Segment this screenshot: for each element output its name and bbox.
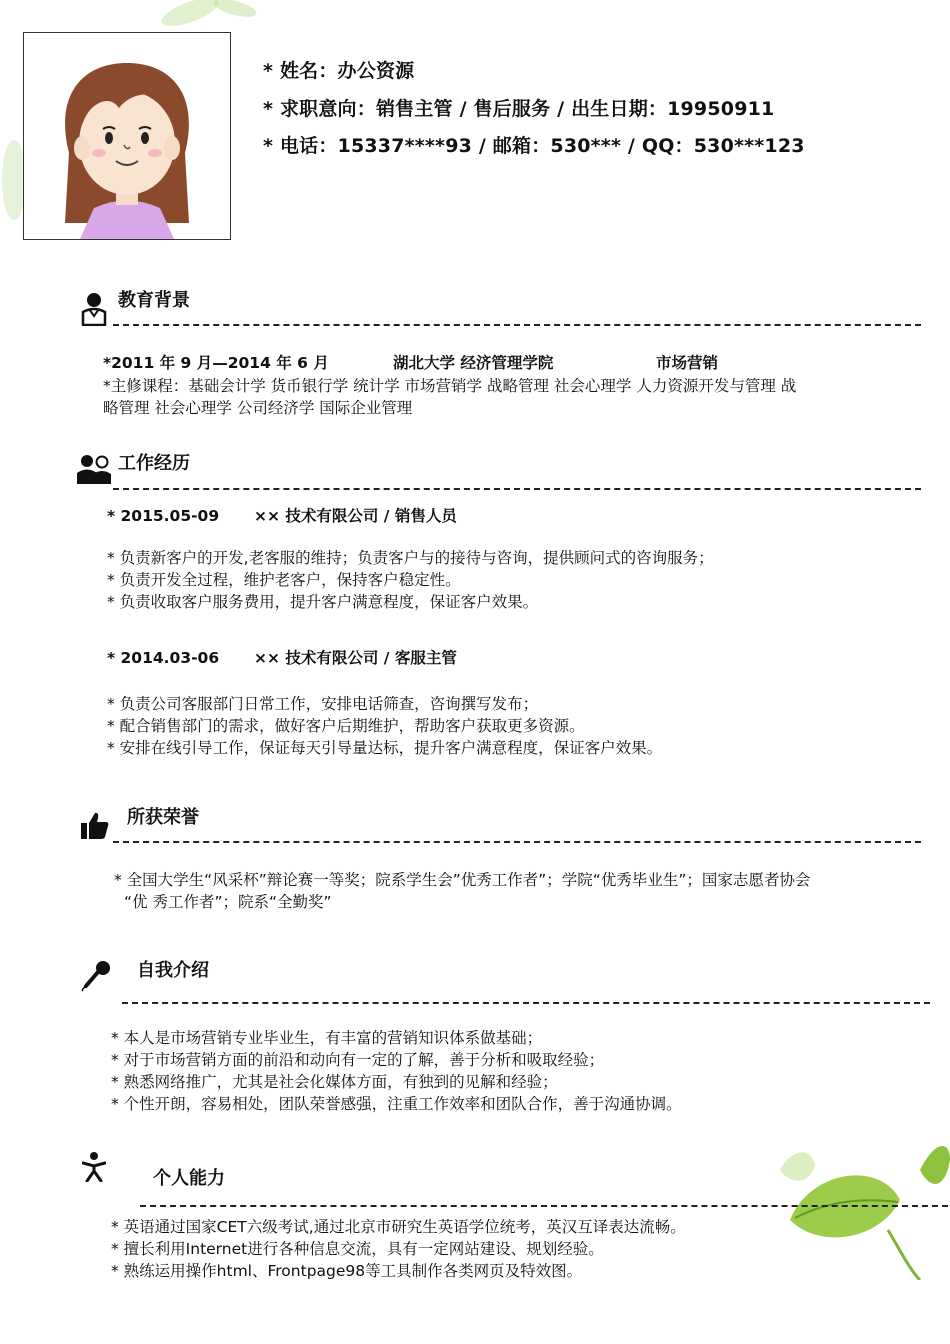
work-divider xyxy=(113,488,921,490)
profile-photo xyxy=(23,32,231,240)
education-period: *2011 年 9 月—2014 年 6 月 xyxy=(103,354,329,372)
education-courses-line1: *主修课程：基础会计学 货币银行学 统计学 市场营销学 战略管理 社会心理学 人力资源开发与管理 战 xyxy=(103,377,797,395)
skill-item: * 英语通过国家CET六级考试,通过北京市研究生英语学位统考，英汉互译表达流畅。 xyxy=(111,1218,686,1236)
intro-item: * 对于市场营销方面的前沿和动向有一定的了解，善于分析和吸取经验； xyxy=(111,1051,605,1069)
education-title: 教育背景 xyxy=(118,290,190,311)
intro-item: * 个性开朗，容易相处，团队荣誉感强，注重工作效率和团队合作，善于沟通协调。 xyxy=(111,1095,682,1113)
honors-line2: “优 秀工作者”；院系“全勤奖” xyxy=(124,893,332,911)
intro-title: 自我介绍 xyxy=(137,960,209,981)
name-line: * 姓名：办公资源 xyxy=(263,60,415,82)
skill-item: * 熟练运用操作html、Frontpage98等工具制作各类网页及特效图。 xyxy=(111,1262,583,1280)
work-title: 工作经历 xyxy=(118,453,190,474)
job-duty: * 负责新客户的开发,老客服的维持；负责客户与的接待与咨询，提供顾问式的咨询服务； xyxy=(107,549,714,567)
thumbs-up-icon xyxy=(80,810,110,840)
honors-line1: * 全国大学生“风采杯”辩论赛一等奖；院系学生会”优秀工作者”；学院“优秀毕业生”；国家志愿者协会 xyxy=(114,871,811,889)
education-courses-line2: 略管理 社会心理学 公司经济学 国际企业管理 xyxy=(103,399,413,417)
education-major: 市场营销 xyxy=(656,354,719,372)
intro-item: * 熟悉网络推广，尤其是社会化媒体方面，有独到的见解和经验； xyxy=(111,1073,558,1091)
job-company: ×× 技术有限公司 / 客服主管 xyxy=(254,649,457,667)
skills-divider xyxy=(140,1205,948,1207)
honors-title: 所获荣誉 xyxy=(127,807,199,828)
job-company: ×× 技术有限公司 / 销售人员 xyxy=(254,507,457,525)
education-school: 湖北大学 经济管理学院 xyxy=(393,354,554,372)
job-duty: * 配合销售部门的需求，做好客户后期维护，帮助客户获取更多资源。 xyxy=(107,717,585,735)
education-divider xyxy=(113,324,921,326)
avatar-illustration xyxy=(24,33,230,239)
intro-item: * 本人是市场营销专业毕业生，有丰富的营销知识体系做基础； xyxy=(111,1029,543,1047)
honors-divider xyxy=(113,841,921,843)
figure-icon xyxy=(82,1152,106,1182)
intent-line: * 求职意向：销售主管 / 售后服务 / 出生日期：19950911 xyxy=(263,98,775,120)
people-icon xyxy=(76,453,112,485)
intro-divider xyxy=(122,1002,930,1004)
skills-title: 个人能力 xyxy=(153,1168,225,1189)
job-duty: * 负责公司客服部门日常工作，安排电话筛查，咨询撰写发布； xyxy=(107,695,539,713)
person-icon xyxy=(80,292,108,326)
skill-item: * 擅长利用Internet进行各种信息交流，具有一定网站建设、规划经验。 xyxy=(111,1240,604,1258)
job-duty: * 安排在线引导工作，保证每天引导量达标，提升客户满意程度，保证客户效果。 xyxy=(107,739,663,757)
job-date: * 2015.05-09 xyxy=(107,507,220,525)
microphone-icon xyxy=(80,960,112,992)
job-date: * 2014.03-06 xyxy=(107,649,220,667)
job-duty: * 负责收取客户服务费用，提升客户满意程度，保证客户效果。 xyxy=(107,593,539,611)
contact-line: * 电话：15337****93 / 邮箱：530*** / QQ：530***123 xyxy=(263,135,805,157)
job-duty: * 负责开发全过程，维护老客户，保持客户稳定性。 xyxy=(107,571,461,589)
